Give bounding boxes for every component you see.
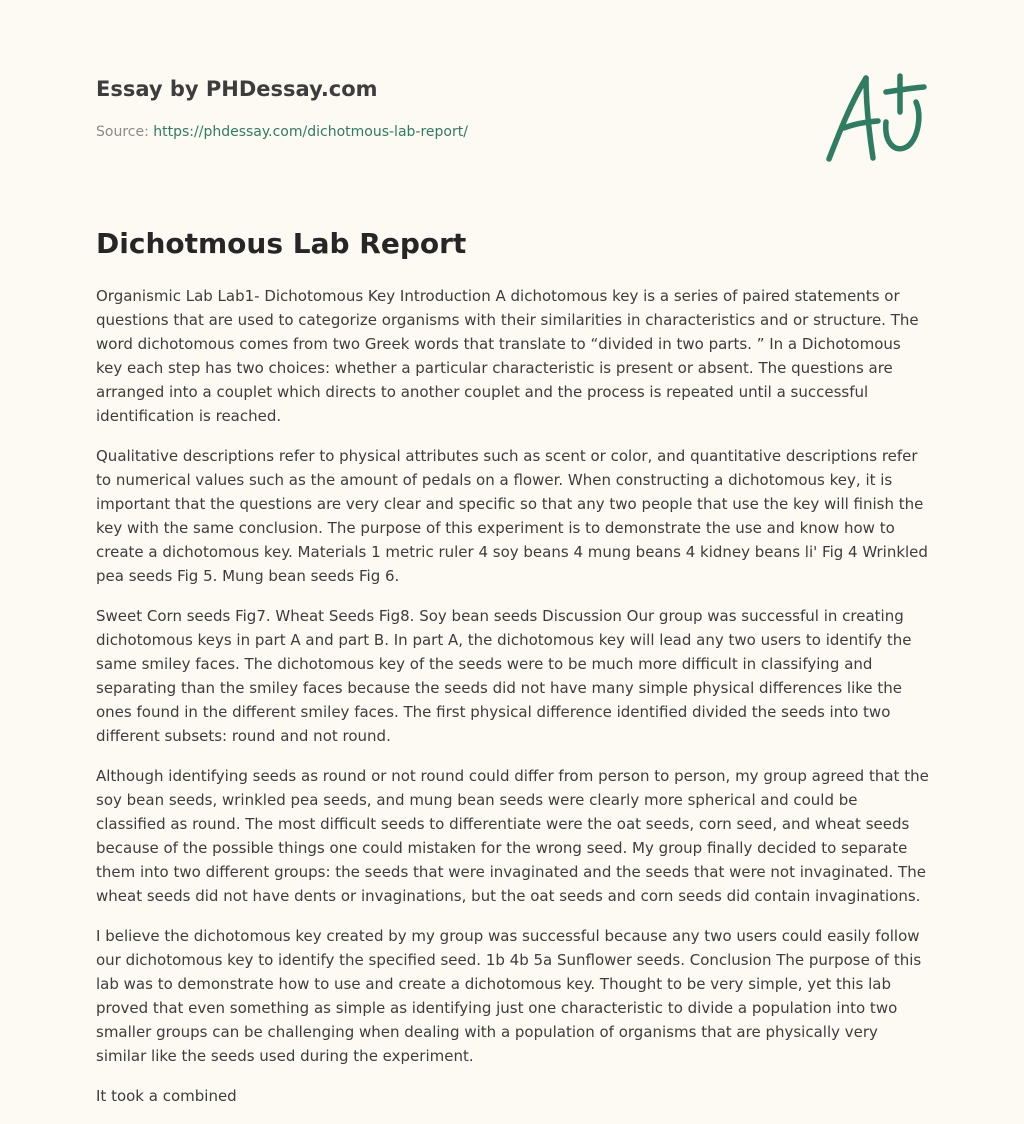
article-paragraph: Although identifying seeds as round or not round could differ from person to person, my group agreed that the soy bean seeds, wrinkled pea seeds, and mung bean seeds were clearly more spherical and could be classified as round. The most difficult seeds to differentiate were the oat seeds, corn seed, and wheat seeds because of the possible things one could mistaken for the wrong seed. My group finally decided to separate them into two different groups: the seeds that were invaginated and the seeds that were not invaginated. The wheat seeds did not have dents or invaginations, but the oat seeds and corn seeds did contain invaginations.	[96, 767, 929, 905]
article-paragraph: It took a combined	[96, 1087, 237, 1105]
article-paragraph: Qualitative descriptions refer to physical attributes such as scent or color, and quantitative descriptions refer to numerical values such as the amount of pedals on a flower. When constructing a dichotomous key, it is important that the questions are very clear and specific so that any two people that use the key will finish the key with the same conclusion. The purpose of this experiment is to demonstrate the use and know how to create a dichotomous key. Materials 1 metric ruler 4 soy beans 4 mung beans 4 kidney beans li' Fig 4 Wrinkled pea seeds Fig 5. Mung bean seeds Fig 6.	[96, 447, 928, 585]
article-paragraph: Sweet Corn seeds Fig7. Wheat Seeds Fig8. Soy bean seeds Discussion Our group was successful in creating dichotomous keys in part A and part B. In part A, the dichotomous key will lead any two users to identify the same smiley faces. The dichotomous key of the seeds were to be much more difficult in classifying and separating than the smiley faces because the seeds did not have many simple physical differences like the ones found in the different smiley faces. The first physical difference identified divided the seeds into two different subsets: round and not round.	[96, 607, 912, 745]
source-line	[96, 122, 796, 142]
article-body	[96, 284, 930, 1124]
article-paragraph: I believe the dichotomous key created by my group was successful because any two users could easily follow our dichotomous key to identify the specified seed. 1b 4b 5a Sunflower seeds. Conclusion The purpose of this lab was to demonstrate how to use and create a dichotomous key. Thought to be very simple, yet this lab proved that even something as simple as identifying just one characteristic to divide a population into two smaller groups can be challenging when dealing with a population of organisms that are physically very similar like the seeds used during the experiment.	[96, 927, 922, 1065]
article-paragraph: Organismic Lab Lab1- Dichotomous Key Introduction A dichotomous key is a series of paired statements or questions that are used to categorize organisms with their similarities in characteristics and or structure. The word dichotomous comes from two Greek words that translate to “divided in two parts. ” In a Dichotomous key each step has two choices: whether a particular characteristic is present or absent. The questions are arranged into a couplet which directs to another couplet and the process is repeated until a successful identification is reached.	[96, 287, 919, 425]
page-header	[96, 74, 796, 142]
source-link[interactable]: https://phdessay.com/dichotmous-lab-report/	[153, 124, 468, 140]
source-label: Source:	[96, 124, 154, 140]
article-title: Dichotmous Lab Report	[96, 227, 467, 260]
a-plus-logo-icon	[820, 66, 930, 166]
site-brand: Essay by PHDessay.com	[96, 77, 378, 101]
